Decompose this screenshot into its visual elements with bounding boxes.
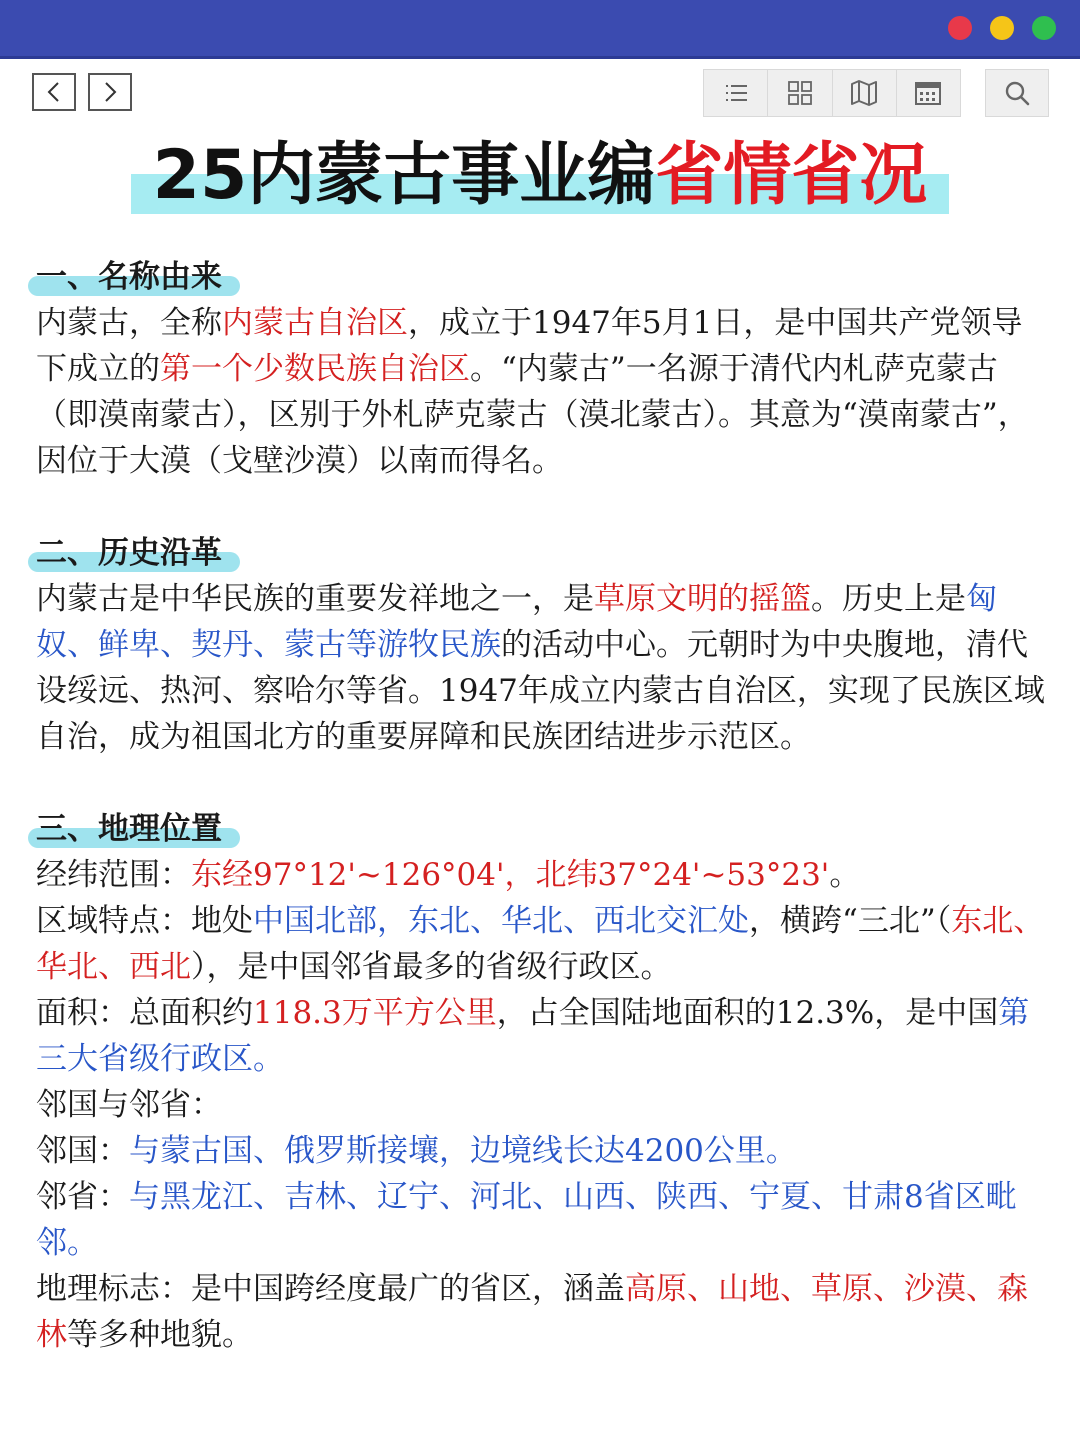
- title-container: [0, 132, 1080, 220]
- line-latlon: 经纬范围：东经97°12'~126°04'，北纬37°24'~53°23'。: [36, 857, 861, 893]
- grid-icon: [785, 78, 815, 108]
- grid-view-button[interactable]: [768, 70, 832, 116]
- section-heading-history: 二、历史沿革: [36, 530, 228, 576]
- list-view-button[interactable]: [704, 70, 768, 116]
- close-window-dot-icon[interactable]: [948, 16, 972, 40]
- minimize-window-dot-icon[interactable]: [990, 16, 1014, 40]
- view-toolbar: [703, 69, 961, 117]
- maximize-window-dot-icon[interactable]: [1032, 16, 1056, 40]
- map-icon: [849, 78, 879, 108]
- line-provinces: 邻省：与黑龙江、吉林、辽宁、河北、山西、陕西、宁夏、甘肃8省区毗邻。: [36, 1179, 1017, 1261]
- back-arrow-icon: [45, 81, 63, 103]
- window-controls: [948, 16, 1056, 40]
- search-button[interactable]: [985, 69, 1049, 117]
- calendar-view-button[interactable]: [897, 70, 960, 116]
- map-view-button[interactable]: [833, 70, 897, 116]
- page-title-red: 省情省况: [655, 136, 928, 215]
- section-heading-geography: 三、地理位置: [36, 806, 228, 852]
- back-button[interactable]: [32, 73, 76, 111]
- section-heading-name-origin: 一、名称由来: [36, 254, 228, 300]
- list-icon: [721, 78, 751, 108]
- paragraph-name-origin: 内蒙古，全称内蒙古自治区，成立于1947年5月1日，是中国共产党领导下成立的第一个少数民族自治区。“内蒙古”一名源于清代内札萨克蒙古（即漠南蒙古），区别于外札萨克蒙古（漠北蒙古）。其意为“漠南蒙古”，因位于大漠（戈壁沙漠）以南而得名。: [36, 305, 1029, 479]
- forward-button[interactable]: [88, 73, 132, 111]
- line-neighbors-title: 邻国与邻省：: [36, 1087, 222, 1123]
- page-title: [131, 132, 950, 220]
- article-body: [36, 254, 1046, 1358]
- page-title-black: 25内蒙古事业编: [152, 136, 656, 215]
- search-icon: [1002, 78, 1032, 108]
- line-countries: 邻国：与蒙古国、俄罗斯接壤，边境线长达4200公里。: [36, 1133, 797, 1169]
- forward-arrow-icon: [101, 81, 119, 103]
- line-region: 区域特点：地处中国北部，东北、华北、西北交汇处，横跨“三北”（东北、华北、西北），是中国邻省最多的省级行政区。: [36, 903, 1045, 985]
- window-title-bar: [0, 0, 1080, 59]
- line-landmark: 地理标志：是中国跨经度最广的省区，涵盖高原、山地、草原、沙漠、森林等多种地貌。: [36, 1271, 1028, 1353]
- line-area: 面积：总面积约118.3万平方公里，占全国陆地面积的12.3%，是中国第三大省级行政区。: [36, 995, 1030, 1077]
- paragraph-history: 内蒙古是中华民族的重要发祥地之一，是草原文明的摇篮。历史上是匈奴、鲜卑、契丹、蒙古等游牧民族的活动中心。元朝时为中央腹地，清代设绥远、热河、察哈尔等省。1947年成立内蒙古自治区，实现了民族区域自治，成为祖国北方的重要屏障和民族团结进步示范区。: [36, 581, 1045, 755]
- calendar-icon: [913, 78, 943, 108]
